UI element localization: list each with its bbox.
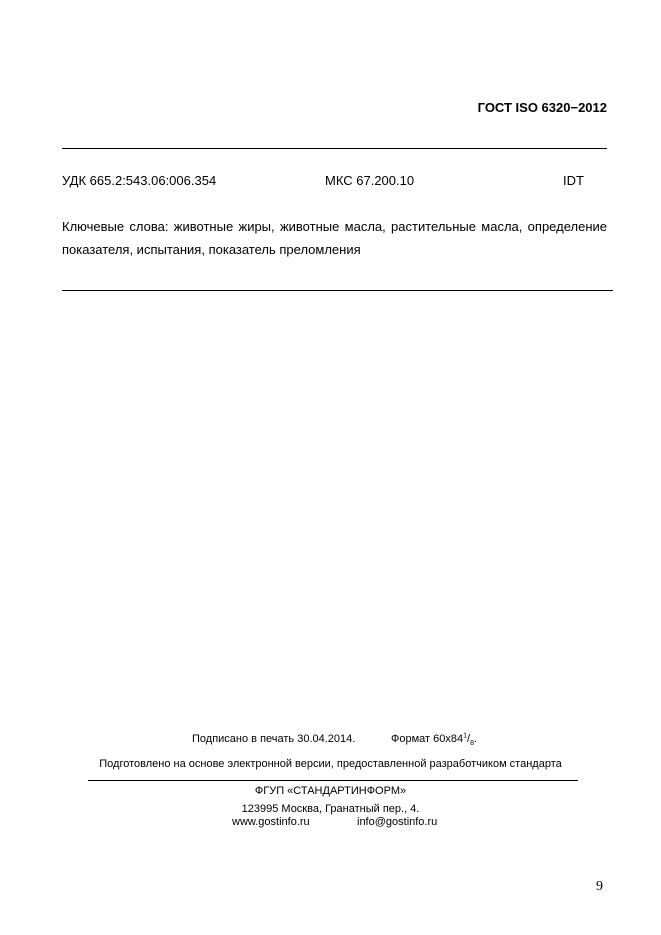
keywords-paragraph: Ключевые слова: животные жиры, животные масла, растительные масла, определение показателя, испытания, показатель преломления [62, 219, 607, 257]
format-numerator: 1 [463, 732, 468, 740]
equivalence-degree: IDT [563, 173, 584, 188]
imprint-divider [88, 780, 578, 781]
format-denominator: 8 [470, 740, 474, 748]
website-link[interactable]: www.gostinfo.ru [232, 816, 310, 828]
udk-code: УДК 665.2:543.06:006.354 [62, 173, 217, 188]
format-suffix: . [473, 733, 478, 745]
signed-date: Подписано в печать 30.04.2014. [192, 733, 356, 745]
publisher-address: 123995 Москва, Гранатный пер., 4. [241, 803, 420, 815]
standard-code: ГОСТ ISO 6320−2012 [477, 100, 607, 115]
page-number: 9 [596, 879, 603, 894]
publisher-name: ФГУП «СТАНДАРТИНФОРМ» [254, 785, 407, 797]
format-prefix: Формат 60x84 [391, 733, 464, 745]
top-divider [62, 148, 607, 149]
mks-code: МКС 67.200.10 [325, 173, 415, 188]
keywords-divider [62, 290, 613, 291]
prepared-note: Подготовлено на основе электронной версии, предоставленной разработчиком стандарта [99, 758, 562, 770]
email-link[interactable]: info@gostinfo.ru [357, 816, 438, 828]
paper-format: Формат $60x84^1/_8$. [391, 732, 478, 748]
